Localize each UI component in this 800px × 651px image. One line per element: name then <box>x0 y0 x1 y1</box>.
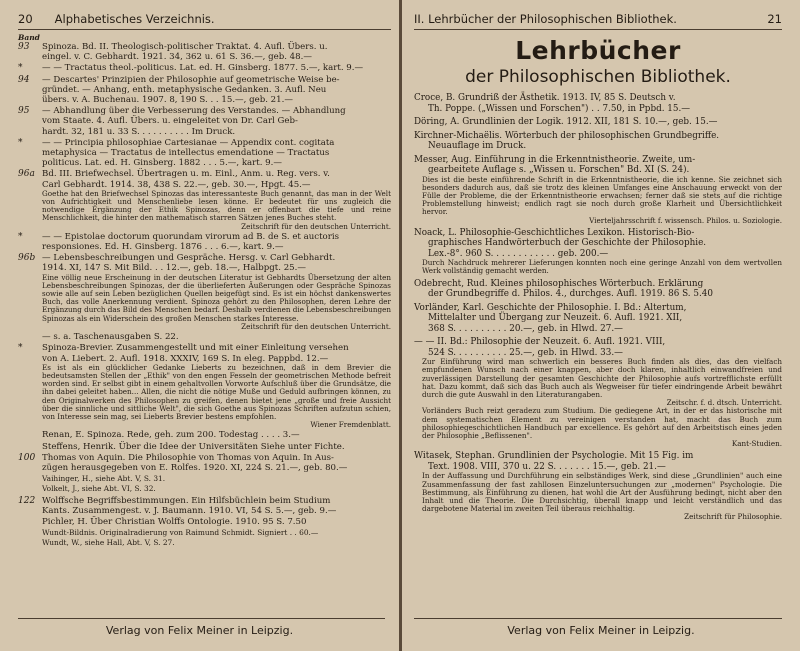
band-number <box>18 430 42 440</box>
entry-line: gearbeitete Auflage s. „Wissen u. Forschen" Bd. XI (S. 24). <box>428 165 690 175</box>
entry-body <box>42 528 391 548</box>
catalog-entry <box>18 528 391 548</box>
entry-body <box>42 517 391 527</box>
catalog-entry <box>18 138 391 169</box>
band-number <box>18 332 42 342</box>
review-line: Eine völlig neue Erscheinung in der deutschen Literatur ist Gebhardts Übersetzung der alten Lebensbeschreibungen Spinozas, der die überlieferten Äußerungen oder Gespräche Spinozas sowie alle auf sein Leben bezüglichen Quellen beigefügt sind. Es ist ein höchst dankenswertes Buch, das volle Anerkennung verdient. Spinoza gehört zu den Philosophen, deren Lehre der Ergänzung durch das Bild des Menschen bedarf. Deshalb verdienen die Lebensbeschreibungen Spinozas als ein Widerschein des großen Menschen starkes Interesse. <box>42 272 391 323</box>
review-line: Zur Einführung wird man schwerlich ein besseres Buch finden als dies, das den vielfach empfundenen Wunsch nach einer knappen, aber doch klaren, inhaltlich einwandfreien und zuverlässigen Darstellung der gesamten Geschichte der Philosophie aufs vortrefflichste erfüllt hat. Dazu kommt, daß sich das Buch auch als Wegweiser für tiefer eindringende Arbeit bewährt durch die gute Auswahl in den Literaturangaben. <box>422 357 782 399</box>
entry-line: Noack, L. Philosophie-Geschichtliches Lexikon. Historisch-Bio- <box>414 227 695 238</box>
entry-line: Croce, B. Grundriß der Ästhetik. 1913. IV, 85 S. Deutsch v. <box>414 93 676 103</box>
entry-line: von A. Liebert. 2. Aufl. 1918. XXXIV, 169 S. In eleg. Pappbd. 12.— <box>42 353 329 364</box>
entry-review <box>42 190 391 231</box>
entry-line: Neuauflage im Druck. <box>428 141 527 151</box>
left-page-heading: Alphabetisches Verzeichnis. <box>54 12 215 26</box>
entry-line: Th. Poppe. („Wissen und Forschen") . . 7.50, in Ppbd. 15.— <box>428 103 691 114</box>
entry-line: responsiones. Ed. H. Ginsberg. 1876 . . . 6.—, kart. 9.— <box>42 242 284 253</box>
band-number: 100 <box>18 452 36 463</box>
entry-line: Spinoza. Bd. II. Theologisch-politischer Traktat. 4. Aufl. Übers. u. <box>42 42 328 52</box>
band-column-label: Band <box>18 33 40 42</box>
catalog-entry <box>18 42 391 62</box>
entry-line: Kirchner-Michaëlis. Wörterbuch der philosophischen Grundbegriffe. <box>414 130 720 141</box>
catalog-entry <box>18 442 391 452</box>
review-line: Goethe hat den Briefwechsel Spinozas das interessanteste Buch genannt, das man in der Welt von Aufrichtigkeit und Menschenliebe lesen könne. Er bedeutet für uns zugleich die notwendige Ergänzung der Ethik Spinozas, denn er offenbart die tiefe und reine Menschlichkeit, die hinter den mathematisch starren Sätzen jenes Buches steht. <box>42 188 391 223</box>
entry-line: Lex.-8°. 960 S. . . . . . . . . . . . geb. 200.— <box>428 248 609 259</box>
band-number: * <box>18 231 23 242</box>
entry-body <box>42 430 391 440</box>
entry-line: Wundt-Bildnis. Originalradierung von Raimund Schmidt. Signiert . . 60.— <box>42 528 319 538</box>
band-number: 94 <box>18 74 30 85</box>
catalog-entry <box>18 474 391 494</box>
band-number: 93 <box>18 42 30 52</box>
band-number: 96b <box>18 253 36 264</box>
catalog-entry <box>414 303 782 335</box>
right-page-heading: II. Lehrbücher der Philosophischen Bibliothek. <box>414 12 677 26</box>
catalog-entry <box>18 232 391 252</box>
entry-line: — Abhandlung über die Verbesserung des Verstandes. — Abhandlung <box>42 106 346 117</box>
entry-line: Odebrecht, Rud. Kleines philosophisches Wörterbuch. Erklärung <box>414 278 704 289</box>
review-line: Kant-Studien. <box>731 439 782 449</box>
entry-line: Steffens, Henrik. Über die Idee der Universitäten Siehe unter Fichte. <box>42 441 345 452</box>
entry-line: Döring, A. Grundlinien der Logik. 1912. XII, 181 S. 10.—, geb. 15.— <box>414 117 718 127</box>
right-running-head <box>414 12 782 30</box>
catalog-entry <box>414 155 782 225</box>
entry-review <box>414 472 782 521</box>
entry-line: — Lebensbeschreibungen und Gespräche. Hersg. v. Carl Gebhardt. <box>42 253 336 264</box>
entry-body <box>42 169 391 230</box>
entry-line: Messer, Aug. Einführung in die Erkenntnistheorie. Zweite, um- <box>414 154 696 165</box>
entry-body <box>42 343 391 429</box>
right-footer-rule <box>414 618 782 619</box>
entry-body <box>42 232 391 252</box>
entry-line: der Grundbegriffe d. Philos. 4., durchges. Aufl. 1919. 86 S. 5.40 <box>428 289 713 300</box>
catalog-entry <box>414 93 782 114</box>
entry-line: 524 S. . . . . . . . . . 25.—, geb. in Hlwd. 33.— <box>428 347 623 358</box>
band-number: * <box>18 137 23 148</box>
catalog-entry <box>414 117 782 128</box>
section-subtitle: der Philosophischen Bibliothek. <box>465 67 731 87</box>
catalog-entry <box>414 131 782 152</box>
entry-line: hardt. 32, 181 u. 33 S. . . . . . . . . . Im Druck. <box>42 126 236 137</box>
catalog-entry <box>18 75 391 106</box>
right-page-number: 21 <box>767 12 782 26</box>
entry-line: Witasek, Stephan. Grundlinien der Psychologie. Mit 15 Fig. im <box>414 451 694 462</box>
review-line: Durch Nachdruck mehrerer Lieferungen konnten noch eine geringe Anzahl von dem wertvollen Werk vollständig gemacht werden. <box>422 258 782 276</box>
review-line: Zeitschrift für den deutschen Unterricht. <box>241 221 391 231</box>
entry-body <box>42 106 391 137</box>
review-line: Zeitschrift für Philosophie. <box>684 512 782 522</box>
catalog-entry <box>18 343 391 429</box>
entry-body <box>42 332 391 342</box>
review-line: Dies ist die beste einführende Schrift in die Erkenntnistheorie, die ich kenne. Sie zeichnet sich besonders dadurch aus, daß sie trotz des kleinen Umfanges eine Anschauung erweckt von der Fülle der Probleme, die der Erkenntnistheorie erwachsen; ferner daß sie stets auf die richtige Problemstellung hinweist; endlich ragt sie noch durch große Klarheit und Übersichtlichkeit hervor. <box>422 174 782 217</box>
entry-line: Kants. Zusammengest. v. J. Baumann. 1910. VI, 54 S. 5.—, geb. 9.— <box>42 505 337 516</box>
band-number <box>18 442 42 452</box>
right-page <box>402 0 800 651</box>
right-footer: Verlag von Felix Meiner in Leipzig. <box>507 624 695 637</box>
entry-line: eingel. v. C. Gebhardt. 1921. 34, 362 u. 61 S. 36.—, geb. 48.— <box>42 52 312 63</box>
review-line: Wiener Fremdenblatt. <box>310 420 391 430</box>
band-number: 95 <box>18 106 30 117</box>
entry-line: Wundt, W., siehe Hall, Abt. V, S. 27. <box>42 538 175 548</box>
review-line: Vierteljahrsschrift f. wissensch. Philos. u. Soziologie. <box>589 215 782 225</box>
entry-line: Renan, E. Spinoza. Rede, geh. zum 200. Todestag . . . . 3.— <box>42 430 300 441</box>
entry-line: Mittelalter und Übergang zur Neuzeit. 6. Aufl. 1921. XII, <box>428 313 683 324</box>
entry-line: — — II. Bd.: Philosophie der Neuzeit. 6. Aufl. 1921. VIII, <box>414 337 666 348</box>
entry-body <box>42 63 391 73</box>
entry-line: — — Epistolae doctorum quorundam virorum ad B. de S. et auctoris <box>42 231 339 242</box>
band-number: * <box>18 63 23 74</box>
catalog-entry <box>18 63 391 73</box>
entry-line: 368 S. . . . . . . . . . 20.—, geb. in Hlwd. 27.— <box>428 323 623 334</box>
catalog-entry <box>414 337 782 448</box>
review-line: Vorländers Buch reizt geradezu zum Studium. Die gediegene Art, in der er das historische mit dem systematischen Element zu vereinigen verstanden hat, macht das Buch zum philosophiegeschichtlichen Handbuch par excellence. Es gehört auf den Arbeitstisch eines jeden der Philosophie „Beflissenen". <box>422 406 782 440</box>
band-number <box>18 517 42 527</box>
catalog-entry <box>414 451 782 521</box>
catalog-entry <box>414 228 782 276</box>
left-page <box>0 0 399 651</box>
band-number: * <box>18 343 23 354</box>
catalog-entry <box>18 169 391 230</box>
entry-line: Spinoza-Brevier. Zusammengestellt und mit einer Einleitung versehen <box>42 343 349 354</box>
left-footer: Verlag von Felix Meiner in Leipzig. <box>105 624 294 637</box>
entry-line: Vorländer, Karl. Geschichte der Philosophie. I. Bd.: Altertum, <box>414 302 687 313</box>
left-entry-list <box>18 42 391 549</box>
band-number <box>18 474 42 494</box>
entry-line: Vaihinger, H., siehe Abt. V, S. 31. <box>42 474 166 484</box>
entry-review <box>414 176 782 225</box>
entry-line: graphisches Handwörterbuch der Geschichte der Philosophie. <box>428 238 707 249</box>
entry-line: politicus. Lat. ed. H. Ginsberg. 1882 . . . 5.—, kart. 9.— <box>42 158 282 169</box>
entry-line: Volkelt, J., siehe Abt. VI, S. 32. <box>42 484 156 494</box>
entry-body <box>42 75 391 106</box>
entry-line: Bd. III. Briefwechsel. Übertragen u. m. Einl., Anm. u. Reg. vers. v. <box>42 169 330 180</box>
catalog-entry <box>18 517 391 527</box>
catalog-entry <box>18 106 391 137</box>
band-number: 122 <box>18 495 36 506</box>
entry-body <box>42 138 391 169</box>
entry-review <box>42 274 391 331</box>
entry-line: übers. v. A. Buchenau. 1907. 8, 190 S. . . 15.—, geb. 21.— <box>42 95 293 106</box>
entry-line: zügen herausgegeben von E. Rolfes. 1920. XI, 224 S. 21.—, geb. 80.— <box>42 462 348 473</box>
entry-body <box>42 496 391 516</box>
entry-line: vom Staate. 4. Aufl. Übers. u. eingeleitet von Dr. Carl Geb- <box>42 116 298 127</box>
left-running-head <box>18 12 391 30</box>
entry-review <box>414 259 782 275</box>
catalog-entry <box>414 279 782 300</box>
catalog-entry <box>18 430 391 440</box>
entry-review <box>42 364 391 430</box>
entry-body <box>42 442 391 452</box>
left-page-number: 20 <box>18 12 33 26</box>
left-footer-rule <box>18 618 385 619</box>
entry-body <box>42 42 391 62</box>
right-entry-list <box>414 93 782 522</box>
band-number <box>18 528 42 548</box>
entry-body <box>42 474 391 494</box>
catalog-entry <box>18 453 391 473</box>
review-line: Zeitschrift für den deutschen Unterricht. <box>241 321 391 331</box>
entry-line: 1914. XI, 147 S. Mit Bild. . . 12.—, geb. 18.—, Halbpgt. 25.— <box>42 263 306 274</box>
entry-line: Wolffsche Begriffsbestimmungen. Ein Hilfsbüchlein beim Studium <box>42 495 331 506</box>
entry-line: Thomas von Aquin. Die Philosophie von Thomas von Aquin. In Aus- <box>42 452 334 463</box>
section-title: Lehrbücher <box>515 36 681 65</box>
review-line: Zeitschr. f. d. dtsch. Unterricht. <box>666 398 782 408</box>
entry-line: — s. a. Taschenausgaben S. 22. <box>42 332 179 343</box>
entry-line: — — Tractatus theol.-politicus. Lat. ed. H. Ginsberg. 1877. 5.—, kart. 9.— <box>42 63 364 74</box>
entry-line: — — Principia philosophiae Cartesianae — Appendix cont. cogitata <box>42 137 335 148</box>
entry-body <box>42 253 391 331</box>
review-line: In der Auffassung und Durchführung ein selbständiges Werk, sind diese „Grundlinien" auch eine Zusammenfassung der fast zahllosen Einzeluntersuchungen zur „modernen" Psychologie. Die Bestimmung, als Einführung zu dienen, hat wohl die Art der Ausführung bedingt, nicht aber den Inhalt und die Theorie. Die Durchsichtig, überall knapp und leicht verständlich und das dargebotene Material im zweiten Teil überaus reichhaltig. <box>422 471 782 514</box>
catalog-entry <box>18 332 391 342</box>
catalog-entry <box>18 496 391 516</box>
entry-body <box>42 453 391 473</box>
entry-line: gründet. — Anhang, enth. metaphysische Gedanken. 3. Aufl. Neu <box>42 84 327 95</box>
band-number: 96a <box>18 169 35 180</box>
entry-line: — Descartes' Prinzipien der Philosophie auf geometrische Weise be- <box>42 74 340 85</box>
entry-line: Carl Gebhardt. 1914. 38, 438 S. 22.—, geb. 30.—, Hpgt. 45.— <box>42 179 311 190</box>
review-line: Es ist als ein glücklicher Gedanke Lieberts zu bezeichnen, daß in dem Brevier die bedeutsamsten Stellen der „Ethik" von den engen Fesseln der geometrischen Methode befreit worden sind. Er selbst gibt in einem gehaltvollen Vorworte Aufschluß über die Grundsätze, die ihn dabei geleitet haben... Allen, die nicht die nötige Muße und Geduld aufbringen können, zu den Originalwerken des Philosophen zu greifen, denen bietet jene „große und freie Aussicht über die sinnliche und sittliche Welt", die sich Goethe aus Spinozas Schriften aufzutun schien, von Interesse sein mag, sei Lieberts Brevier bestens empfohlen. <box>42 362 391 421</box>
entry-line: metaphysica — Tractatus de intellectus emendatione — Tractatus <box>42 148 330 159</box>
entry-line: Text. 1908. VIII, 370 u. 22 S. . . . . . . 15.—, geb. 21.— <box>428 461 666 472</box>
catalog-entry <box>18 253 391 331</box>
entry-line: Pichler, H. Über Christian Wolffs Ontologie. 1910. 95 S. 7.50 <box>42 516 307 527</box>
entry-review <box>414 358 782 448</box>
